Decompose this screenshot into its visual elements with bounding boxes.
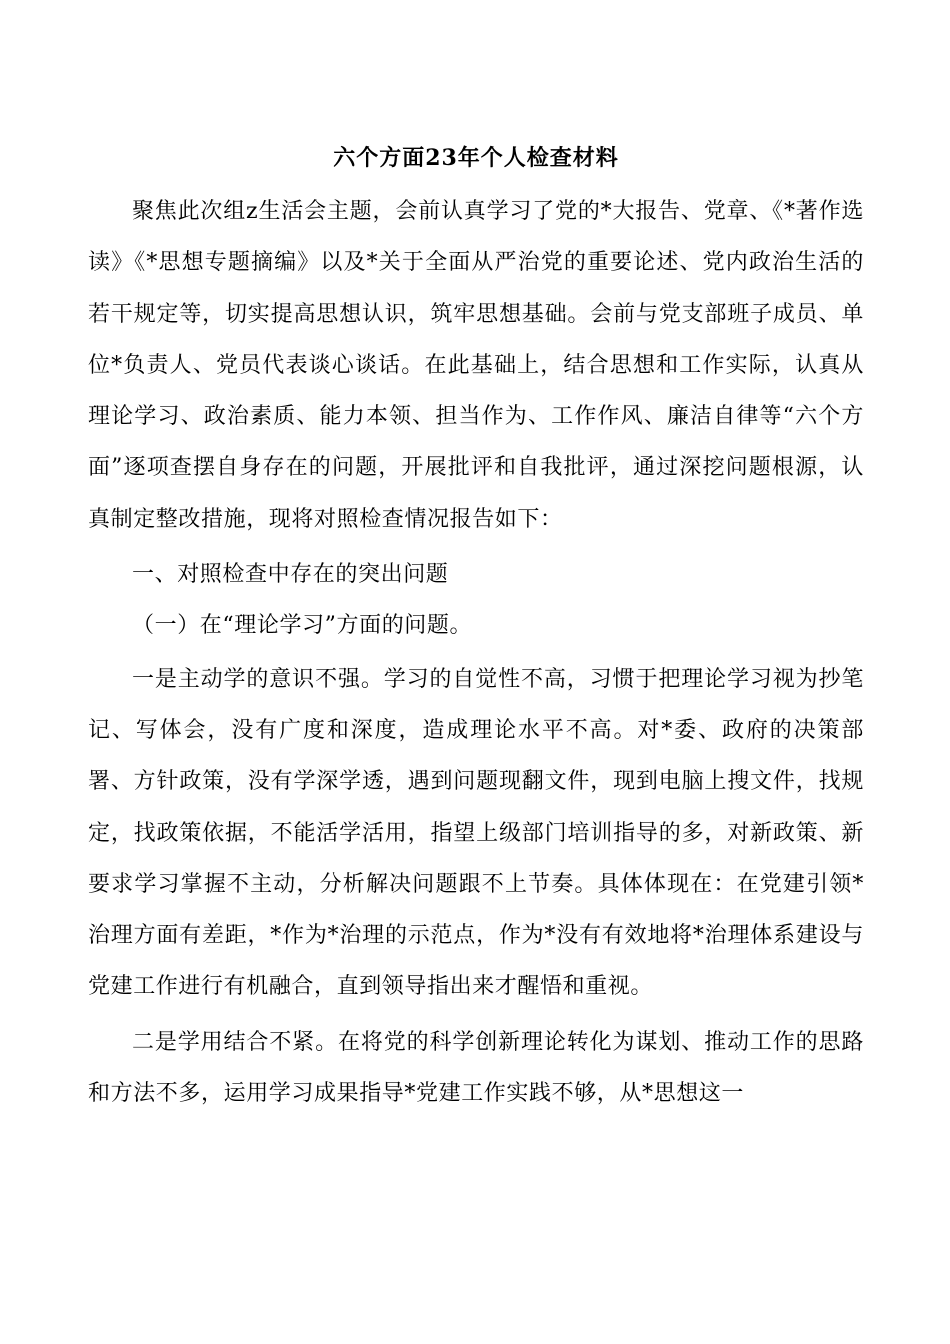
point-paragraph-1: 一是主动学的意识不强。学习的自觉性不高，习惯于把理论学习视为抄笔记、写体会，没有广度和深度，造成理论水平不高。对*委、政府的决策部署、方针政策，没有学深学透，遇到问题现翻文件，现到电脑上搜文件，找规定，找政策依据，不能活学活用，指望上级部门培训指导的多，对新政策、新要求学习掌握不主动，分析解决问题跟不上节奏。具体体现在：在党建引领*治理方面有差距，*作为*治理的示范点，作为*没有有效地将*治理体系建设与党建工作进行有机融合，直到领导指出来才醒悟和重视。 <box>88 666 864 1000</box>
intro-paragraph: 聚焦此次组z生活会主题，会前认真学习了党的*大报告、党章、《*著作选读》《*思想专题摘编》以及*关于全面从严治党的重要论述、党内政治生活的若干规定等，切实提高思想认识，筑牢思想基础。会前与党支部班子成员、单位*负责人、党员代表谈心谈话。在此基础上，结合思想和工作实际，认真从理论学习、政治素质、能力本领、担当作为、工作作风、廉洁自律等“六个方面”逐项查摆自身存在的问题，开展批评和自我批评，通过深挖问题根源，认真制定整改措施，现将对照检查情况报告如下： <box>88 199 864 532</box>
point-paragraph-2: 二是学用结合不紧。在将党的科学创新理论转化为谋划、推动工作的思路和方法不多，运用学习成果指导*党建工作实践不够，从*思想这一 <box>88 1029 864 1107</box>
subsection-heading: （一）在“理论学习”方面的问题。 <box>132 613 473 639</box>
document-title: 六个方面23年个人检查材料 <box>333 145 619 171</box>
section-heading: 一、对照检查中存在的突出问题 <box>132 562 449 588</box>
document-body <box>88 138 864 1119</box>
